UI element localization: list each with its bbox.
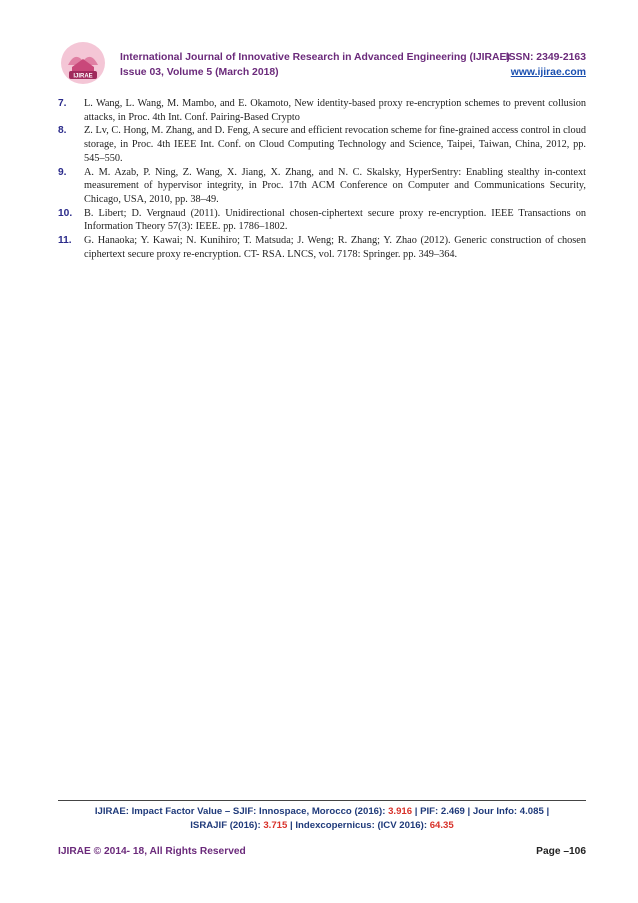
reference-text: B. Libert; D. Vergnaud (2011). Unidirectional chosen-ciphertext secure proxy re-encryption. IEEE Transactions on Information Theory 57(3): IEEE. pp. 1786–1802. (84, 207, 586, 233)
reference-number: 8. (58, 125, 67, 137)
website-link[interactable]: www.ijirae.com (510, 67, 586, 78)
reference-number: 11. (58, 235, 72, 247)
reference-number: 9. (58, 166, 67, 178)
reference-item (58, 97, 586, 124)
logo-text: IJIRAE (73, 73, 93, 80)
footer-divider (58, 800, 586, 801)
icv-value: 64.35 (429, 820, 454, 831)
reference-text: A. M. Azab, P. Ning, Z. Wang, X. Jiang, X. Zhang, and N. C. Skalsky, HyperSentry: Enabling stealthy in-context measurement of hypervisor integrity, in Proc. 17th ACM Conference on Computer and Communications Security, Chicago, USA, 2010, pp. 38–49. (84, 166, 586, 205)
footer-impact-line-2 (58, 820, 586, 831)
reference-item (58, 124, 586, 165)
footer-line2-mid: | Indexcopernicus: (ICV 2016): (287, 820, 430, 831)
journal-title: International Journal of Innovative Research in Advanced Engineering (IJIRAE) (120, 52, 510, 63)
reference-item (58, 234, 586, 261)
israjif-value: 3.715 (263, 820, 288, 831)
footer-impact-line-1 (58, 806, 586, 817)
reference-number: 10. (58, 207, 73, 219)
reference-text: G. Hanaoka; Y. Kawai; N. Kunihiro; T. Matsuda; J. Weng; R. Zhang; Y. Zhao (2012). Generic construction of chosen ciphertext secure proxy re-encryption. CT- RSA. LNCS, vol. 7178: Springer. pp. 349–364. (84, 235, 586, 260)
footer-line1-prefix: IJIRAE: Impact Factor Value – SJIF: Innospace, Morocco (2016): (94, 806, 389, 817)
reference-text: Z. Lv, C. Hong, M. Zhang, and D. Feng, A secure and efficient revocation scheme for fine-grained access control in cloud storage, in Proc. 4th IEEE Int. Conf. on Cloud Computing Technology and Science, Taipei, Taiwan, China, 2012, pp. 545–550. (84, 125, 586, 164)
reference-text: L. Wang, L. Wang, M. Mambo, and E. Okamoto, New identity-based proxy re-encryption schemes to prevent collusion attacks, in Proc. 4th Int. Conf. Pairing-Based Crypto (84, 98, 586, 123)
reference-number: 7. (58, 98, 67, 109)
page-number: Page –106 (536, 846, 586, 857)
issue-info: Issue 03, Volume 5 (March 2018) (120, 67, 279, 78)
page-header (58, 40, 586, 84)
sjif-value: 3.916 (388, 806, 413, 817)
issn: ISSN: 2349-2163 (505, 52, 586, 63)
reference-item (58, 207, 586, 234)
footer-line1-mid: | PIF: 2.469 | Jour Info: 4.085 | (412, 806, 550, 817)
copyright-notice: IJIRAE © 2014- 18, All Rights Reserved (58, 846, 246, 857)
footer-line2-prefix: ISRAJIF (2016): (190, 820, 264, 831)
reference-list (58, 97, 586, 261)
ijirae-logo-icon (60, 41, 106, 85)
reference-item (58, 166, 586, 207)
